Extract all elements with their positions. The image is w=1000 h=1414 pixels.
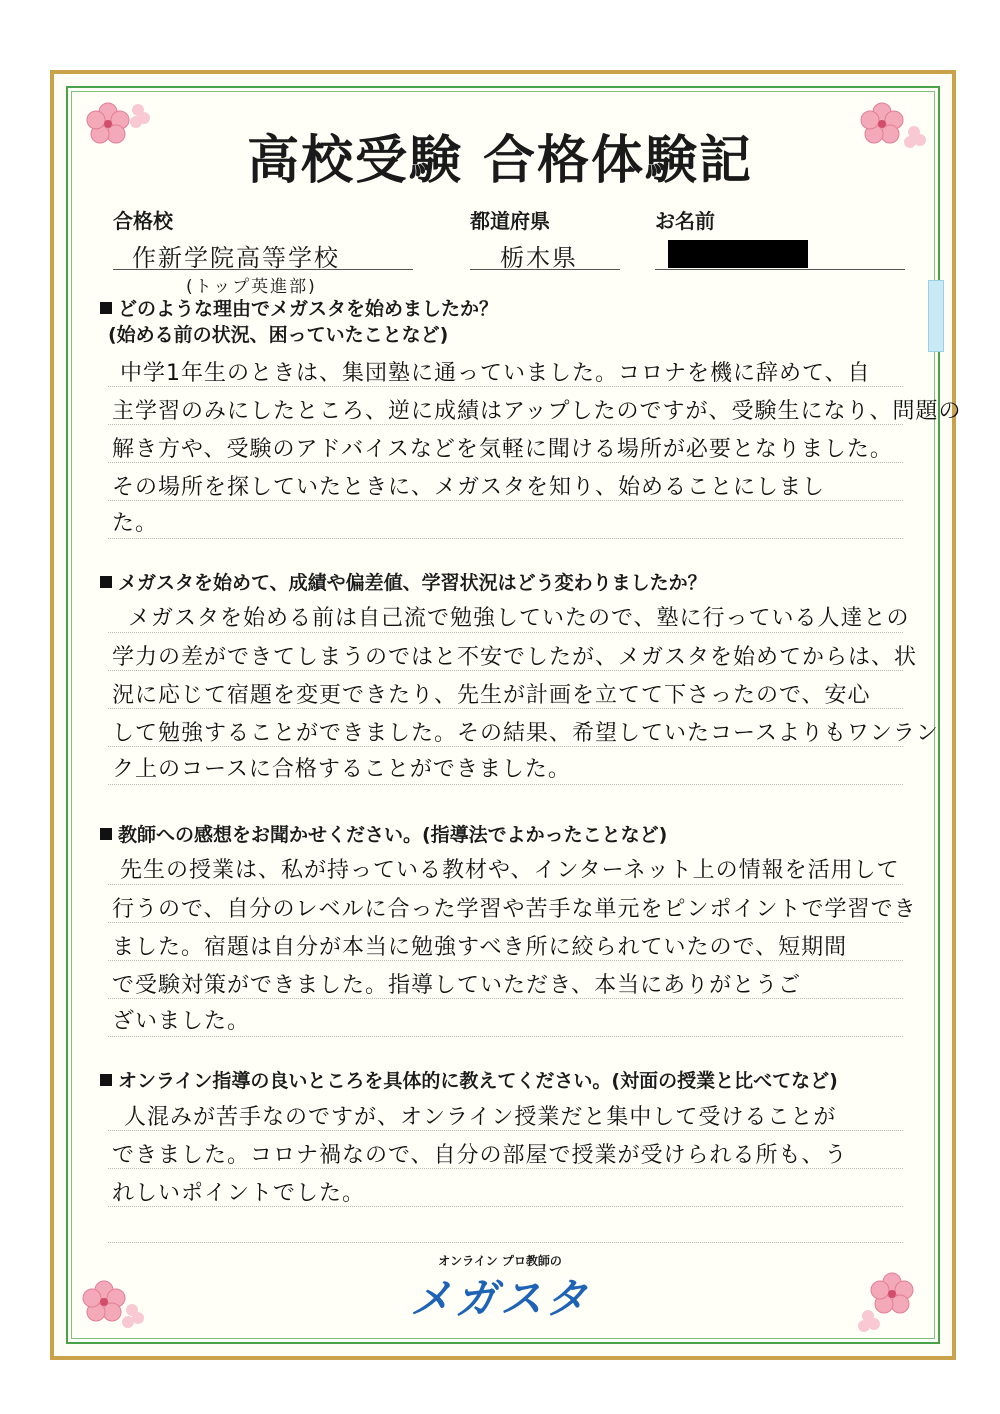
answer-1-line-1: 中学1年生のときは、集団塾に通っていました。コロナを機に辞めて、自	[120, 361, 871, 386]
answer-rule	[108, 784, 903, 785]
prefecture-value: 栃木県	[500, 244, 578, 272]
answer-4-line-2: できました。コロナ禍なので、自分の部屋で授業が受けられる所も、う	[112, 1143, 848, 1168]
answer-rule	[108, 538, 903, 539]
question-3: 教師への感想をお聞かせください。(指導法でよかったことなど)	[100, 820, 667, 847]
answer-2-line-1: メガスタを始める前は自己流で勉強していたので、塾に行っている人達との	[128, 606, 910, 631]
answer-1-line-5: た。	[112, 511, 159, 536]
logo-tagline: オンライン プロ教師の	[438, 1254, 562, 1268]
school-label: 合格校	[113, 209, 173, 233]
answer-3-line-1: 先生の授業は、私が持っている教材や、インターネット上の情報を活用して	[120, 858, 900, 883]
answer-2-line-5: ク上のコースに合格することができました。	[112, 757, 571, 782]
answer-4-line-1: 人混みが苦手なのですが、オンライン授業だと集中して受けることが	[124, 1105, 837, 1130]
question-1-sub: (始める前の状況、困っていたことなど)	[108, 324, 449, 346]
school-sub-value: (トップ英進部)	[186, 277, 317, 297]
answer-3-line-2: 行うので、自分のレベルに合った学習や苦手な単元をピンポイントで学習でき	[112, 897, 917, 922]
name-underline	[655, 269, 905, 270]
answer-2-line-4: して勉強することができました。その結果、希望していたコースよりもワンラン	[112, 721, 939, 746]
answer-3-line-4: で受験対策ができました。指導していただき、本当にありがとうご	[112, 973, 802, 998]
prefecture-underline	[470, 269, 620, 270]
prefecture-label: 都道府県	[470, 209, 550, 233]
answer-1-line-4: その場所を探していたときに、メガスタを知り、始めることにしまし	[112, 475, 826, 500]
logo-megasta: メガスタ	[409, 1274, 590, 1323]
answer-4-line-3: れしいポイントでした。	[112, 1181, 366, 1206]
side-tab	[928, 280, 944, 352]
name-label: お名前	[655, 209, 715, 233]
answer-rule	[108, 632, 903, 633]
page-title: 高校受験 合格体験記	[246, 130, 754, 191]
question-1: どのような理由でメガスタを始めましたか？	[100, 294, 498, 321]
answer-rule	[108, 884, 903, 885]
school-underline	[113, 269, 413, 270]
answer-3-line-3: ました。宿題は自分が本当に勉強すべき所に絞られていたので、短期間	[112, 935, 848, 960]
answer-1-line-2: 主学習のみにしたところ、逆に成績はアップしたのですが、受験生になり、問題の	[112, 399, 962, 424]
question-2: メガスタを始めて、成績や偏差値、学習状況はどう変わりましたか？	[100, 568, 707, 595]
answer-rule	[108, 1036, 903, 1037]
answer-3-line-5: ざいました。	[112, 1009, 251, 1034]
answer-2-line-3: 況に応じて宿題を変更できたり、先生が計画を立てて下さったので、安心	[112, 683, 871, 708]
redacted-name	[668, 240, 808, 268]
answer-2-line-2: 学力の差ができてしまうのではと不安でしたが、メガスタを始めてからは、状	[112, 645, 918, 670]
school-value: 作新学院高等学校	[132, 244, 340, 272]
answer-rule	[108, 1242, 903, 1243]
answer-1-line-3: 解き方や、受験のアドバイスなどを気軽に聞ける場所が必要となりました。	[112, 437, 893, 462]
question-4: オンライン指導の良いところを具体的に教えてください。(対面の授業と比べてなど)	[100, 1066, 838, 1093]
